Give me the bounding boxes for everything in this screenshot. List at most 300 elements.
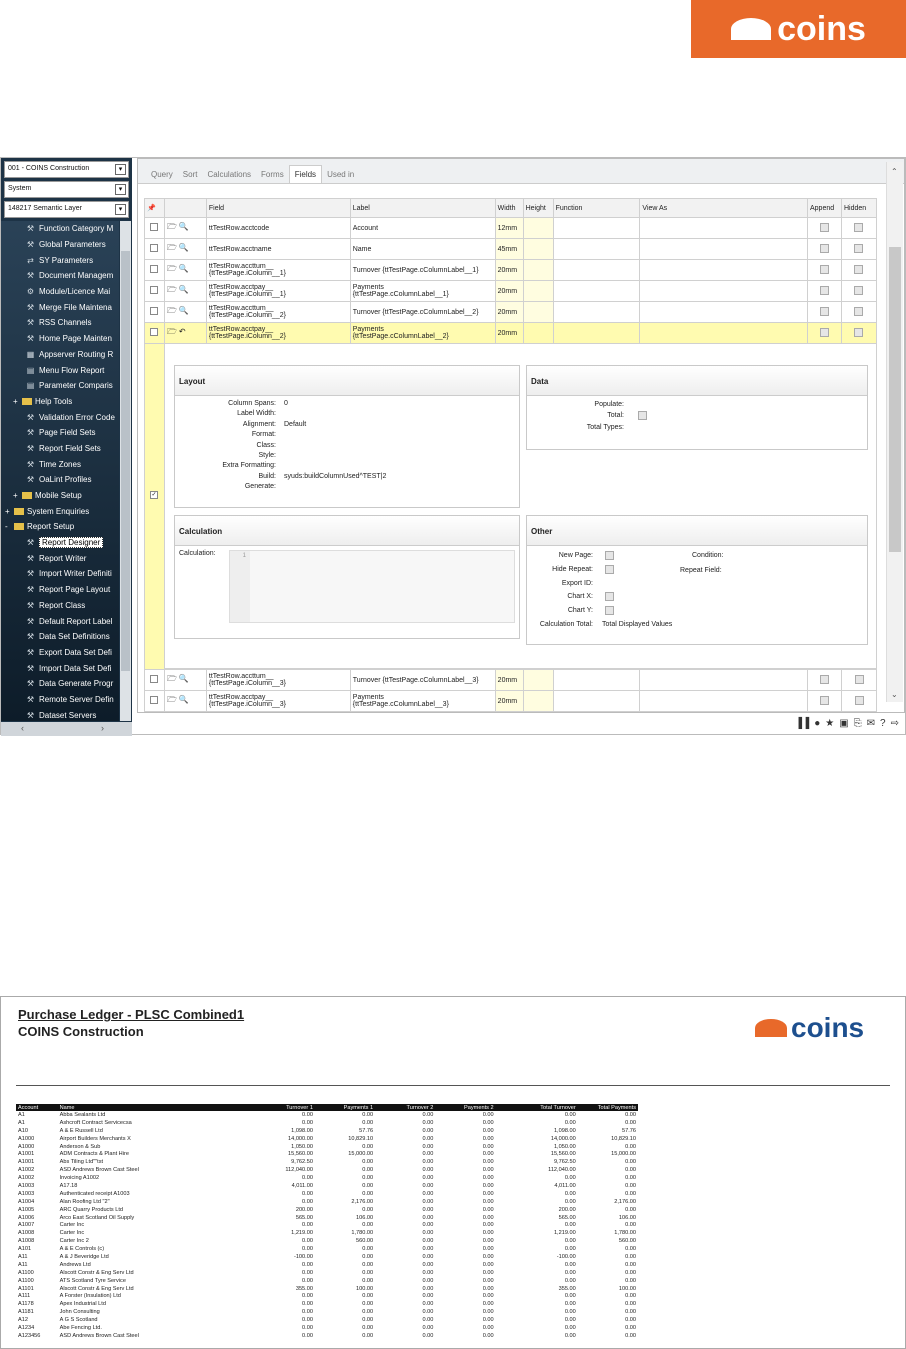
grid-cell[interactable]: [553, 691, 640, 712]
grid-cell[interactable]: [553, 260, 640, 281]
report-cell: 4,011.00: [291, 1182, 313, 1189]
grid-cell[interactable]: [640, 239, 808, 260]
width-cell[interactable]: 45mm: [497, 245, 518, 253]
other-field-label: Chart Y:: [567, 607, 593, 615]
width-cell[interactable]: 20mm: [497, 676, 518, 684]
sidebar-item[interactable]: [1, 692, 119, 708]
window-icon[interactable]: ▣: [839, 718, 849, 729]
width-cell[interactable]: 12mm: [497, 224, 518, 232]
undo-icon[interactable]: ↶: [178, 327, 186, 336]
tools-icon: ⚒: [26, 240, 35, 250]
field-cell[interactable]: ttTestRow.acctname: [208, 245, 272, 253]
report-cell: 1,219.00: [553, 1230, 576, 1237]
sidebar-item[interactable]: [1, 472, 119, 488]
col-header-function[interactable]: Function: [553, 199, 640, 218]
grid-cell[interactable]: [807, 239, 841, 260]
report-cell: 0.00: [482, 1167, 494, 1174]
grid-cell[interactable]: [808, 691, 842, 712]
grid-cell[interactable]: [495, 218, 523, 239]
sidebar-item[interactable]: [1, 503, 119, 519]
mail-icon[interactable]: ✉: [866, 718, 876, 729]
calculation-panel-title: Calculation: [175, 516, 519, 546]
report-cell: 0.00: [625, 1206, 636, 1213]
divider: [16, 1085, 890, 1086]
grid-cell[interactable]: [495, 239, 523, 260]
label-cell[interactable]: Payments {ttTestPage.cColumnLabel__1}: [352, 284, 449, 298]
report-cell: 0.00: [564, 1309, 576, 1316]
field-cell[interactable]: ttTestRow.acctpay__ {ttTestPage.iColumn__1}: [208, 284, 286, 298]
append-checkbox[interactable]: [820, 328, 829, 337]
layout-field-value[interactable]: syuds:buildColumnUsed^TEST|2: [284, 472, 387, 480]
other-field-label: Chart X:: [567, 593, 593, 601]
grid-cell: [164, 323, 206, 344]
grid-cell[interactable]: [523, 218, 553, 239]
layer-select[interactable]: [4, 201, 129, 218]
report-cell: A1: [18, 1119, 25, 1126]
sidebar-item[interactable]: [1, 252, 119, 268]
report-cell: 100.00: [356, 1285, 374, 1292]
grid-cell[interactable]: [841, 281, 876, 302]
table-row[interactable]: [145, 691, 877, 712]
sidebar-item[interactable]: [1, 566, 119, 582]
grid-cell[interactable]: [523, 302, 553, 323]
chevron-down-icon[interactable]: ▾: [115, 184, 126, 195]
append-checkbox[interactable]: [820, 244, 829, 253]
layout-field-value[interactable]: Default: [284, 420, 307, 428]
report-cell: 0.00: [482, 1182, 494, 1189]
sidebar-item[interactable]: [1, 331, 119, 347]
report-cell: 0.00: [625, 1277, 636, 1284]
grid-cell[interactable]: [495, 323, 523, 344]
grid-cell[interactable]: [495, 281, 523, 302]
report-cell: 560.00: [356, 1238, 374, 1245]
sidebar-item[interactable]: [1, 378, 119, 394]
folder-open-icon[interactable]: 🗁: [166, 264, 177, 273]
grid-cell[interactable]: [350, 323, 495, 344]
append-checkbox[interactable]: [820, 286, 829, 295]
grid-cell[interactable]: [841, 302, 876, 323]
table-row[interactable]: [145, 239, 877, 260]
grid-cell[interactable]: [553, 670, 640, 691]
report-row: [16, 1300, 638, 1308]
grid-cell[interactable]: [495, 691, 523, 712]
report-cell: 0.00: [362, 1261, 374, 1268]
grid-cell[interactable]: [842, 670, 877, 691]
report-cell: 15,560.00: [550, 1151, 576, 1158]
report-cell: A1003: [18, 1190, 35, 1197]
chevron-up-icon[interactable]: ⌃: [891, 167, 898, 176]
grid-cell[interactable]: [350, 239, 495, 260]
label-cell[interactable]: Account: [352, 224, 379, 232]
grid-cell[interactable]: [350, 281, 495, 302]
folder-open-icon[interactable]: 🗁: [166, 306, 177, 315]
report-cell: 0.00: [564, 1190, 576, 1197]
other-field-checkbox[interactable]: [605, 606, 614, 615]
report-cell: 0.00: [564, 1222, 576, 1229]
report-row: [16, 1308, 638, 1316]
sidebar-item[interactable]: [1, 237, 119, 253]
col-header-append[interactable]: Append: [807, 199, 841, 218]
append-checkbox[interactable]: [820, 265, 829, 274]
module-select[interactable]: [4, 181, 129, 198]
folder-open-icon[interactable]: 🗁: [166, 222, 177, 231]
scrollbar-thumb[interactable]: [121, 251, 130, 671]
table-row[interactable]: [145, 260, 877, 281]
sidebar-item[interactable]: [1, 629, 119, 645]
sidebar-item[interactable]: [1, 456, 119, 472]
folder-icon: [22, 492, 32, 499]
grid-cell: [145, 260, 165, 281]
sidebar-scrollbar[interactable]: [120, 221, 131, 721]
folder-open-icon[interactable]: 🗁: [166, 243, 177, 252]
report-cell: 0.00: [625, 1119, 636, 1126]
sidebar-item-label: Function Category M: [39, 224, 114, 234]
row-checkbox[interactable]: [150, 286, 158, 294]
grid-cell[interactable]: [807, 281, 841, 302]
sidebar-item[interactable]: [1, 268, 119, 284]
main-scrollbar[interactable]: [886, 162, 903, 702]
sidebar-item-label: Parameter Comparis: [39, 381, 113, 391]
row-checkbox[interactable]: [150, 328, 158, 336]
tab-calculations[interactable]: Calculations: [207, 170, 252, 179]
grid-cell[interactable]: [495, 302, 523, 323]
grid-cell[interactable]: [206, 302, 350, 323]
chevron-left-icon[interactable]: ‹: [21, 723, 24, 733]
table-row[interactable]: [145, 323, 877, 344]
star-icon[interactable]: ★: [825, 718, 835, 729]
report-cell: 0.00: [625, 1182, 636, 1189]
folder-open-icon[interactable]: 🗁: [166, 695, 177, 704]
row-checkbox[interactable]: [150, 244, 158, 252]
grid-cell[interactable]: [523, 670, 553, 691]
sidebar-item[interactable]: [1, 707, 119, 721]
report-cell: 0.00: [362, 1332, 374, 1339]
report-cell: 0.00: [564, 1111, 576, 1118]
report-cell: 0.00: [422, 1301, 434, 1308]
pin-icon[interactable]: 📌: [145, 199, 165, 218]
sidebar-item[interactable]: [1, 535, 119, 551]
grid-cell[interactable]: [206, 260, 350, 281]
width-cell[interactable]: 20mm: [497, 329, 518, 337]
report-cell: A10: [18, 1127, 28, 1134]
expand-icon[interactable]: +: [5, 506, 10, 516]
total-label: Total:: [607, 412, 624, 419]
report-cell: 0.00: [362, 1111, 374, 1118]
other-field-checkbox[interactable]: [605, 565, 614, 574]
sidebar-item[interactable]: [1, 598, 119, 614]
grid-cell[interactable]: [553, 302, 640, 323]
inspect-icon[interactable]: 🔍: [178, 674, 189, 683]
report-cell: 106.00: [356, 1214, 374, 1221]
sidebar-item[interactable]: [1, 315, 119, 331]
row-checkbox[interactable]: [150, 265, 158, 273]
inspect-icon[interactable]: 🔍: [178, 306, 189, 315]
folder-open-icon[interactable]: 🗁: [166, 674, 177, 683]
grid-cell[interactable]: [808, 670, 842, 691]
other-panel-title: Other: [527, 516, 867, 546]
append-checkbox[interactable]: [820, 675, 829, 684]
sidebar-item-label: Home Page Mainten: [39, 334, 112, 344]
table-row[interactable]: [145, 218, 877, 239]
report-cell: A1007: [18, 1222, 35, 1229]
grid-cell[interactable]: [640, 281, 808, 302]
chevron-down-icon[interactable]: ⌄: [891, 690, 898, 699]
library-icon[interactable]: ▐▐: [795, 718, 810, 729]
report-cell: A1002: [18, 1175, 35, 1182]
report-row: [16, 1214, 638, 1222]
col-header-width[interactable]: Width: [495, 199, 523, 218]
grid-cell[interactable]: [350, 691, 495, 712]
grid-cell[interactable]: [206, 239, 350, 260]
grid-cell[interactable]: [553, 281, 640, 302]
report-cell: 0.00: [564, 1198, 576, 1205]
gear-icon: ⚙: [26, 287, 35, 297]
label-cell[interactable]: Name: [352, 245, 372, 253]
report-cell: 0.00: [482, 1246, 494, 1253]
sidebar-item[interactable]: [1, 425, 119, 441]
append-checkbox[interactable]: [820, 307, 829, 316]
grid-cell[interactable]: [553, 239, 640, 260]
field-cell[interactable]: ttTestRow.accttum__ {ttTestPage.iColumn__1}: [208, 263, 286, 277]
sidebar-item[interactable]: [1, 362, 119, 378]
sidebar-item[interactable]: [1, 550, 119, 566]
label-cell[interactable]: Turnover {ttTestPage.cColumnLabel__1}: [352, 266, 479, 274]
tab-fields[interactable]: Fields: [289, 165, 322, 183]
sidebar-item[interactable]: [1, 299, 119, 315]
grid-cell[interactable]: [523, 260, 553, 281]
inspect-icon[interactable]: 🔍: [178, 695, 189, 704]
other-field-checkbox[interactable]: [605, 592, 614, 601]
label-cell[interactable]: Turnover {ttTestPage.cColumnLabel__3}: [352, 676, 479, 684]
grid-cell[interactable]: [640, 260, 808, 281]
col-header-label[interactable]: Label: [350, 199, 495, 218]
inspect-icon[interactable]: 🔍: [178, 285, 189, 294]
sidebar-item[interactable]: [1, 676, 119, 692]
grid-cell[interactable]: [206, 691, 350, 712]
inspect-icon[interactable]: 🔍: [178, 264, 189, 273]
report-cell: 0.00: [564, 1332, 576, 1339]
other-field-checkbox[interactable]: [605, 551, 614, 560]
report-row: [16, 1111, 638, 1119]
grid-cell[interactable]: [350, 670, 495, 691]
grid-cell[interactable]: [350, 218, 495, 239]
help-icon[interactable]: ?: [880, 718, 886, 729]
print-icon[interactable]: ⎘: [853, 718, 862, 729]
report-row: [16, 1285, 638, 1293]
inspect-icon[interactable]: 🔍: [178, 222, 189, 231]
sidebar-item[interactable]: [1, 660, 119, 676]
tab-sort[interactable]: Sort: [182, 170, 198, 179]
sidebar-item[interactable]: [1, 221, 119, 237]
folder-open-icon[interactable]: 🗁: [166, 327, 177, 336]
hardhat-icon: [755, 1019, 787, 1037]
sidebar-item-label: Merge File Maintena: [39, 302, 112, 312]
grid-cell[interactable]: [807, 302, 841, 323]
label-cell[interactable]: Payments {ttTestPage.cColumnLabel__2}: [352, 326, 449, 340]
report-cell: 0.00: [422, 1253, 434, 1260]
width-cell[interactable]: 20mm: [497, 266, 518, 274]
folder-open-icon[interactable]: 🗁: [166, 285, 177, 294]
row-checkbox[interactable]: [150, 696, 158, 704]
row-checkbox-checked[interactable]: ✓: [151, 492, 157, 498]
grid-cell[interactable]: [640, 670, 808, 691]
report-cell: -100.00: [556, 1253, 576, 1260]
tab-used-in[interactable]: Used in: [327, 170, 355, 179]
grid-cell[interactable]: [807, 323, 841, 344]
grid-cell: [164, 691, 206, 712]
sidebar-item[interactable]: [1, 441, 119, 457]
grid-cell[interactable]: [841, 260, 876, 281]
person-icon[interactable]: ●: [814, 718, 821, 729]
report-cell: 0.00: [482, 1127, 494, 1134]
grid-cell[interactable]: [523, 323, 553, 344]
tools-icon: ⚒: [26, 334, 35, 344]
hidden-checkbox[interactable]: [855, 696, 864, 705]
report-cell: A17.18: [59, 1182, 78, 1189]
sidebar-item[interactable]: [1, 347, 119, 363]
hidden-checkbox[interactable]: [854, 265, 863, 274]
table-row[interactable]: [145, 281, 877, 302]
report-cell: 0.00: [362, 1317, 374, 1324]
chevron-down-icon[interactable]: ▾: [115, 164, 126, 175]
grid-cell: [164, 670, 206, 691]
field-cell[interactable]: ttTestRow.accttum__ {ttTestPage.iColumn__2}: [208, 305, 286, 319]
hidden-checkbox[interactable]: [854, 223, 863, 232]
report-col-header: Payments 1: [315, 1104, 375, 1111]
chevron-right-icon[interactable]: ›: [101, 723, 104, 733]
expand-icon[interactable]: +: [13, 396, 18, 406]
grid-cell[interactable]: [841, 218, 876, 239]
report-row: [16, 1135, 638, 1143]
fields-grid-continued: [144, 669, 877, 712]
col-header-view-as[interactable]: View As: [640, 199, 808, 218]
layout-field-label: Extra Formatting:: [222, 462, 276, 470]
grid-cell[interactable]: [206, 281, 350, 302]
hidden-checkbox[interactable]: [855, 675, 864, 684]
width-cell[interactable]: 20mm: [497, 287, 518, 295]
exit-icon[interactable]: ⇨: [890, 718, 899, 729]
grid-cell[interactable]: [553, 323, 640, 344]
row-checkbox[interactable]: [150, 675, 158, 683]
report-cell: 2,176.00: [351, 1198, 374, 1205]
col-header-field[interactable]: Field: [206, 199, 350, 218]
report-cell: 0.00: [625, 1301, 636, 1308]
sidebar-item[interactable]: [1, 519, 119, 535]
chevron-down-icon[interactable]: ▾: [115, 204, 126, 215]
field-cell[interactable]: ttTestRow.acctcode: [208, 224, 270, 232]
company-select-value: 001 - COINS Construction: [8, 165, 90, 172]
field-cell[interactable]: ttTestRow.accttum__ {ttTestPage.iColumn__3}: [208, 673, 286, 687]
tab-forms[interactable]: Forms: [261, 170, 284, 179]
report-cell: 15,560.00: [288, 1151, 313, 1158]
hidden-checkbox[interactable]: [854, 307, 863, 316]
report-col-header: Payments 2: [435, 1104, 495, 1111]
hidden-checkbox[interactable]: [854, 244, 863, 253]
grid-cell[interactable]: [807, 218, 841, 239]
sidebar-item[interactable]: [1, 488, 119, 504]
grid-cell[interactable]: [640, 323, 808, 344]
report-cell: 0.00: [625, 1317, 636, 1324]
tab-query[interactable]: Query: [151, 170, 173, 179]
sidebar-hscrollbar[interactable]: [1, 722, 132, 736]
report-cell: A1008: [18, 1238, 35, 1245]
grid-cell[interactable]: [640, 218, 808, 239]
report-cell: A1181: [18, 1309, 34, 1316]
grid-cell[interactable]: [206, 218, 350, 239]
grid-cell[interactable]: [206, 670, 350, 691]
layout-field-label: Format:: [251, 431, 276, 439]
grid-cell[interactable]: [553, 218, 640, 239]
col-header-height[interactable]: Height: [523, 199, 553, 218]
report-row: [16, 1229, 638, 1237]
grid-cell[interactable]: [523, 691, 553, 712]
report-cell: 355.00: [295, 1285, 313, 1292]
field-cell[interactable]: ttTestRow.acctpay__ {ttTestPage.iColumn__3}: [208, 694, 286, 708]
sidebar-item[interactable]: [1, 613, 119, 629]
width-cell[interactable]: 20mm: [497, 308, 518, 316]
row-checkbox[interactable]: [150, 307, 158, 315]
tools-icon: ⚒: [26, 302, 35, 312]
grid-cell[interactable]: [807, 260, 841, 281]
sidebar-item[interactable]: [1, 394, 119, 410]
grid-cell[interactable]: [841, 239, 876, 260]
table-row[interactable]: [145, 670, 877, 691]
calculation-editor[interactable]: [229, 550, 515, 623]
grid-cell[interactable]: [495, 670, 523, 691]
sidebar-item[interactable]: [1, 645, 119, 661]
width-cell[interactable]: 20mm: [497, 697, 518, 705]
tools-icon: ⚒: [26, 538, 35, 548]
total-checkbox[interactable]: [638, 411, 647, 420]
grid-cell[interactable]: [841, 323, 876, 344]
expand-icon[interactable]: +: [13, 491, 18, 501]
label-cell[interactable]: Payments {ttTestPage.cColumnLabel__3}: [352, 694, 449, 708]
scrollbar-thumb[interactable]: [889, 247, 901, 552]
report-cell: 106.00: [618, 1214, 636, 1221]
company-select[interactable]: [4, 161, 129, 178]
collapse-icon[interactable]: -: [5, 522, 8, 532]
report-cell: ASD Andrews Brown Cast Steel: [59, 1332, 139, 1339]
grid-cell[interactable]: [206, 323, 350, 344]
hidden-checkbox[interactable]: [854, 286, 863, 295]
col-header-hidden[interactable]: Hidden: [841, 199, 876, 218]
grid-cell[interactable]: [523, 281, 553, 302]
grid-cell[interactable]: [350, 260, 495, 281]
layout-field-value[interactable]: 0: [284, 400, 288, 407]
grid-cell[interactable]: [842, 691, 877, 712]
designer-panel: [137, 158, 905, 713]
grid-cell[interactable]: [523, 239, 553, 260]
grid-cell[interactable]: [640, 302, 808, 323]
table-row[interactable]: [145, 302, 877, 323]
append-checkbox[interactable]: [820, 696, 829, 705]
report-cell: 0.00: [482, 1277, 494, 1284]
grid-cell[interactable]: [495, 260, 523, 281]
row-checkbox[interactable]: [150, 223, 158, 231]
sidebar-item[interactable]: [1, 409, 119, 425]
sidebar-item[interactable]: [1, 284, 119, 300]
report-row: [16, 1277, 638, 1285]
inspect-icon[interactable]: 🔍: [178, 243, 189, 252]
field-cell[interactable]: ttTestRow.acctpay__ {ttTestPage.iColumn__2}: [208, 326, 286, 340]
grid-cell[interactable]: [350, 302, 495, 323]
sidebar-item[interactable]: [1, 582, 119, 598]
grid-cell[interactable]: [640, 691, 808, 712]
hidden-checkbox[interactable]: [854, 328, 863, 337]
label-cell[interactable]: Turnover {ttTestPage.cColumnLabel__2}: [352, 308, 479, 316]
actions-header: [164, 199, 206, 218]
append-checkbox[interactable]: [820, 223, 829, 232]
